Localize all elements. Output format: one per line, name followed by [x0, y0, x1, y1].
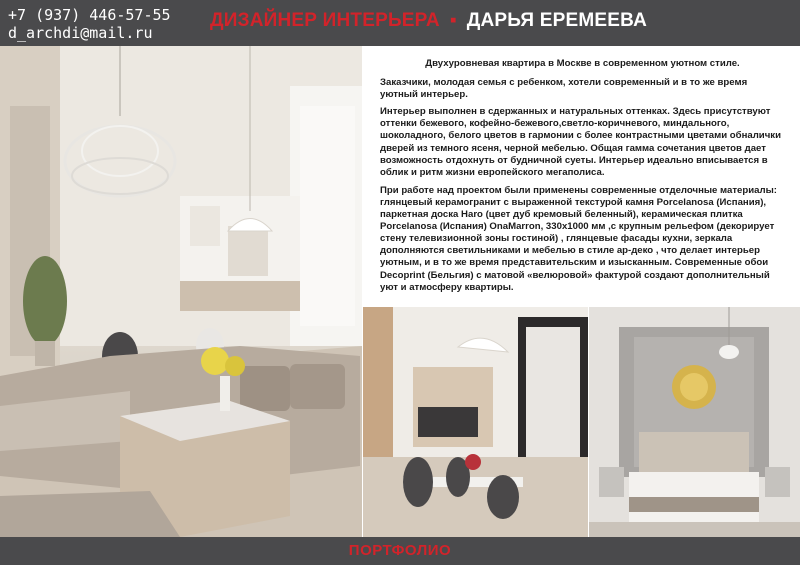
paragraph-colors: Интерьер выполнен в сдержанных и натуральных оттенках. Здесь присутствуют оттенки бежевого, кофейно-бежевого,светло-коричневого, миндального, шоколадного, белого цветов в гармонии с более контрастными цветами обналички дверей из темного ясеня, черной мебелью. Общая гамма сочетания цветов дает возможность отдохнуть от будничной суеты. Интерьер идеально вписывается в облик и ритм жизни европейского мегаполиса.: [380, 106, 781, 178]
living-room-photo: [0, 46, 362, 537]
paragraph-clients: Заказчики, молодая семья с ребенком, хотели современный и в то же время уютный интерьер.: [380, 77, 748, 101]
bedroom-photo: [589, 307, 800, 537]
phone-number[interactable]: +7 (937) 446-57-55: [8, 6, 171, 24]
contact-block: [8, 6, 171, 42]
email-address[interactable]: d_archdi@mail.ru: [8, 24, 153, 42]
dining-room-photo: [363, 307, 588, 537]
portfolio-label: ПОРТФОЛИО: [348, 542, 452, 559]
paragraph-materials: При работе над проектом были применены современные отделочные материалы: глянцевый керамогранит с выраженной текстурой камня Porcelanosa (Испания), паркетная доска Haro (цвет дуб кремовый беленный), керамическая плитка Porcelanosa (Испания) OnaMarron, 330x1000 мм ,с крупным рельефом (декорирует стену телевизионной зоны гостиной) , глянцевые фасады кухни, зеркала дополняются светильниками и мебелью в стиле ар-деко , что делает интерьер уютным, и в то же время представительским и изысканным. Современные обои Decoprint (Бельгия) с матовой «велюровой» фактурой создают дополнительный уют и атмосферу квартиры.: [380, 184, 777, 293]
header-bar: [0, 0, 800, 46]
dining-room-illustration: [363, 307, 588, 537]
title-separator: ▪: [449, 10, 457, 31]
project-description: [380, 58, 785, 300]
page-title: [210, 10, 647, 32]
bedroom-illustration: [589, 307, 800, 537]
living-room-illustration: [0, 46, 362, 537]
project-heading: Двухуровневая квартира в Москве в современном уютном стиле.: [425, 58, 740, 69]
title-role: ДИЗАЙНЕР ИНТЕРЬЕРА: [210, 10, 440, 31]
title-name: ДАРЬЯ ЕРЕМЕЕВА: [466, 10, 648, 31]
footer-bar: [0, 537, 800, 565]
